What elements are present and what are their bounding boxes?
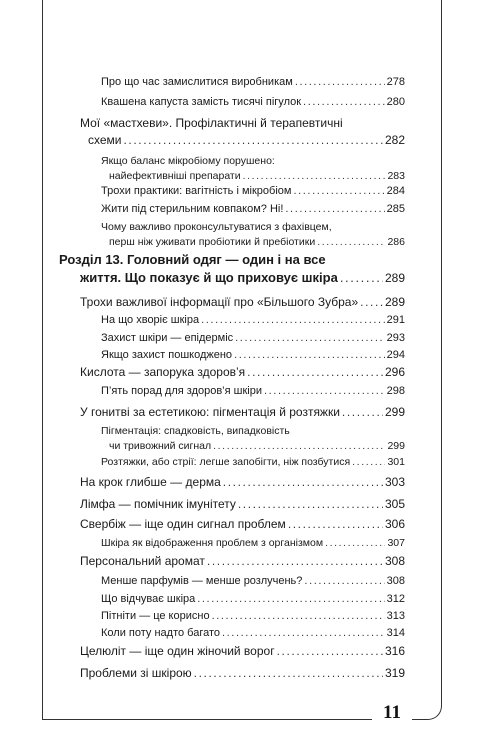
toc-entry[interactable] (101, 608, 405, 624)
toc-entry-title-cont: чи тривожний сигнал (109, 440, 212, 452)
toc-entry[interactable] (101, 220, 405, 250)
toc-entry[interactable] (101, 74, 405, 90)
toc-entry[interactable] (80, 364, 405, 381)
leader-dots (243, 169, 386, 184)
leader-dots (212, 608, 385, 624)
leader-dots (235, 330, 385, 346)
leader-dots (247, 364, 383, 381)
toc-page-number: 299 (384, 405, 405, 419)
toc-entry-title: Трохи практики: вагітність і мікробіом (101, 185, 292, 197)
toc-entry-title: Кислота — запорука здоров’я (80, 365, 246, 379)
leader-dots (293, 183, 384, 199)
leader-dots (317, 235, 385, 250)
toc-page-number: 316 (384, 644, 405, 658)
toc-entry-title: Персональний аромат (80, 554, 205, 568)
toc-entry-title: Мої «мастхеви». Профілактичні й терапевтичні (80, 116, 343, 130)
toc-page-number: 314 (386, 627, 405, 639)
chapter-title: Головний одяг — один і на все (127, 252, 326, 267)
toc-page-number: 280 (386, 96, 405, 108)
leader-dots (194, 665, 383, 682)
toc-page-number: 293 (386, 332, 405, 344)
toc-entry[interactable] (101, 424, 405, 454)
toc-page-number: 301 (387, 456, 405, 468)
toc-entry[interactable] (101, 312, 405, 328)
toc-entry-title-cont: перш ніж уживати пробіотики й пребіотики (109, 236, 316, 248)
leader-dots (303, 94, 385, 110)
toc-entry-title: Шкіра як відображення проблем з організмом (101, 537, 324, 549)
toc-entry-title: Коли поту надто багато (101, 627, 220, 639)
toc-entry-title: Свербіж — іще один сигнал проблем (80, 517, 286, 531)
toc-page-number: 278 (386, 76, 405, 88)
toc-page-number: 298 (386, 385, 405, 397)
leader-dots (222, 625, 385, 641)
chapter-label: Розділ 13. (59, 252, 124, 267)
toc-entry-title-cont: найефективніші препарати (109, 170, 241, 182)
leader-dots (340, 269, 383, 287)
toc-entry-title: На крок глибше — дерма (80, 475, 221, 489)
toc-entry-title: П’ять порад для здоров’я шкіри (101, 385, 262, 397)
toc-entry[interactable] (101, 591, 405, 607)
toc-entry[interactable] (80, 553, 405, 570)
toc-entry-title: Про що час замислитися виробникам (101, 76, 293, 88)
toc-entry[interactable] (80, 665, 405, 682)
toc-entry-title: Целюліт — іще один жіночий ворог (80, 644, 275, 658)
toc-page-number: 319 (384, 666, 405, 680)
toc-page-number: 286 (387, 236, 405, 248)
toc-page-number: 285 (386, 203, 405, 215)
toc-entry-title: Якщо захист пошкоджено (101, 349, 233, 361)
toc-entry-title-cont: схеми (88, 133, 122, 147)
toc-entry[interactable] (101, 455, 405, 470)
leader-dots (124, 132, 383, 149)
toc-page-number: 308 (386, 575, 405, 587)
chapter-title-cont: життя. Що показує й що приховує шкіра (80, 270, 338, 285)
toc-entry-title: Лімфа — помічник імунітету (80, 497, 236, 511)
leader-dots (207, 553, 383, 570)
leader-dots (213, 439, 385, 454)
toc-page-number: 312 (386, 593, 405, 605)
toc-page-number: 307 (387, 537, 405, 549)
toc-entry[interactable] (101, 94, 405, 110)
toc-entry[interactable] (101, 347, 405, 363)
toc-entry[interactable] (80, 474, 405, 491)
toc-entry[interactable] (80, 643, 405, 660)
toc-entry-title: Розтяжки, або стрії: легше запобігти, ніж позбутися (101, 456, 351, 468)
toc-page-number: 289 (384, 271, 405, 285)
toc-entry[interactable] (80, 496, 405, 513)
toc-entry-title: Чому важливо проконсультуватися з фахівцем, (101, 221, 332, 233)
toc-entry[interactable] (80, 115, 405, 149)
leader-dots (277, 643, 383, 660)
toc-entry-title: Пігментація: спадковість, випадковість (101, 425, 290, 437)
toc-chapter-13[interactable] (59, 251, 405, 287)
leader-dots (285, 201, 384, 217)
toc-entry[interactable] (101, 625, 405, 641)
toc-page-number: 303 (384, 475, 405, 489)
toc-page-number: 299 (387, 440, 405, 452)
toc-entry[interactable] (101, 154, 405, 184)
leader-dots (352, 455, 385, 470)
toc-page-number: 282 (384, 133, 405, 147)
leader-dots (197, 591, 384, 607)
leader-dots (234, 347, 385, 363)
leader-dots (238, 496, 383, 513)
toc-entry-title: Проблеми зі шкірою (80, 666, 192, 680)
toc-entry[interactable] (101, 330, 405, 346)
leader-dots (288, 516, 383, 533)
toc-entry-title: Якщо баланс мікробіому порушено: (101, 155, 275, 167)
toc-entry-title: Трохи важливої інформації про «Більшого Зубра» (80, 295, 359, 309)
toc-entry[interactable] (101, 383, 405, 399)
toc-entry[interactable] (80, 516, 405, 533)
leader-dots (342, 404, 383, 421)
toc-page-number: 308 (384, 554, 405, 568)
toc-entry[interactable] (80, 404, 405, 421)
leader-dots (201, 312, 385, 328)
toc-entry-title: Квашена капуста замість тисячі пігулок (101, 96, 302, 108)
toc-page-number: 289 (384, 295, 405, 309)
toc-page-number: 313 (386, 610, 405, 622)
toc-entry[interactable] (101, 201, 405, 217)
toc-page-number: 305 (384, 497, 405, 511)
toc-entry[interactable] (101, 183, 405, 199)
page-number: 11 (372, 698, 412, 728)
leader-dots (223, 474, 383, 491)
leader-dots (360, 294, 383, 311)
toc-page-number: 283 (387, 170, 405, 182)
toc-entry-title: У гонитві за естетикою: пігментація й розтяжки (80, 405, 340, 419)
toc-entry-title: Пітніти — це корисно (101, 610, 210, 622)
toc-page-number: 296 (384, 365, 405, 379)
toc-entry-title: Жити під стерильним ковпаком? Ні! (101, 203, 284, 215)
toc-entry-title: Захист шкіри — епідерміс (101, 332, 234, 344)
toc-page-number: 284 (386, 185, 405, 197)
toc-entry[interactable] (101, 573, 405, 589)
leader-dots (325, 536, 385, 551)
toc-page-number: 291 (386, 314, 405, 326)
leader-dots (304, 573, 384, 589)
toc-entry-title: Менше парфумів — менше розлучень? (101, 575, 303, 587)
leader-dots (295, 74, 385, 90)
toc-entry[interactable] (80, 294, 405, 311)
toc-entry-title: На що хворіє шкіра (101, 314, 200, 326)
leader-dots (264, 383, 385, 399)
toc-page-number: 306 (384, 517, 405, 531)
toc-page-number: 294 (386, 349, 405, 361)
toc-entry[interactable] (101, 536, 405, 551)
toc-entry-title: Що відчуває шкіра (101, 593, 196, 605)
